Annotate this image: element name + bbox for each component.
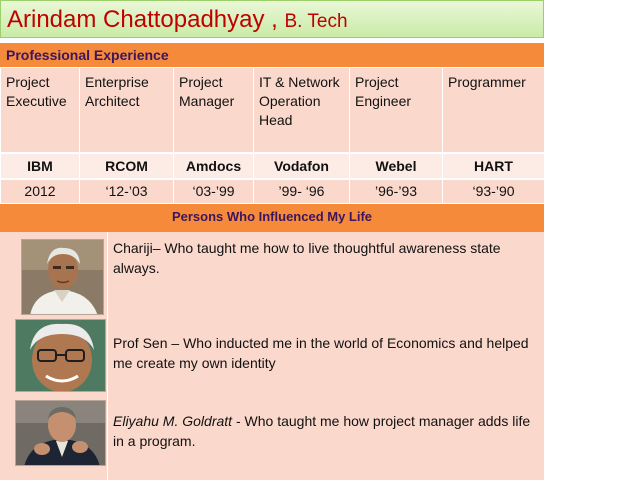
person-name: Prof Sen — [113, 335, 168, 351]
role-cell: Project Executive — [1, 68, 80, 153]
person-description: Who taught me how project manager adds life in a program. — [113, 413, 531, 449]
page-title — [7, 6, 348, 34]
column-divider — [107, 232, 108, 480]
year-cell: ‘93-’90 — [443, 180, 545, 204]
person-goldratt — [113, 411, 538, 451]
name-text: Arindam Chattopadhyay , — [7, 6, 278, 33]
person-chariji — [113, 238, 538, 278]
role-cell: Project Engineer — [350, 68, 443, 153]
person-separator: – — [167, 335, 184, 351]
companies-row — [0, 153, 545, 179]
company-cell: HART — [443, 154, 545, 179]
company-cell: Webel — [350, 154, 443, 179]
chariji-photo — [21, 239, 104, 315]
goldratt-photo — [15, 400, 106, 466]
person-description: Who inducted me in the world of Economics and helped me create my own identity — [113, 335, 529, 371]
year-cell: ‘12-’03 — [80, 180, 174, 204]
years-row — [0, 179, 545, 204]
person-description: Who taught me how to live thoughtful awareness state always. — [113, 240, 501, 276]
person-prof-sen — [113, 333, 538, 373]
role-cell: IT & Network Operation Head — [254, 68, 350, 153]
role-cell: Enterprise Architect — [80, 68, 174, 153]
person-separator: – — [152, 240, 165, 256]
year-cell: ’99- ‘96 — [254, 180, 350, 204]
year-cell: ‘03-’99 — [174, 180, 254, 204]
company-cell: Amdocs — [174, 154, 254, 179]
company-cell: IBM — [1, 154, 80, 179]
title-bar — [0, 0, 544, 38]
role-cell: Programmer — [443, 68, 545, 153]
year-cell: ’96-’93 — [350, 180, 443, 204]
prof-sen-photo — [15, 319, 106, 392]
role-cell: Project Manager — [174, 68, 254, 153]
company-cell: Vodafon — [254, 154, 350, 179]
person-name: Eliyahu M. Goldratt — [113, 413, 233, 429]
degree-text: B. Tech — [284, 11, 348, 32]
person-separator: - — [232, 413, 245, 429]
company-cell: RCOM — [80, 154, 174, 179]
roles-row — [0, 67, 545, 153]
year-cell: 2012 — [1, 180, 80, 204]
influences-heading: Persons Who Influenced My Life — [0, 204, 544, 232]
experience-heading: Professional Experience — [0, 43, 544, 67]
person-name: Chariji — [113, 240, 153, 256]
